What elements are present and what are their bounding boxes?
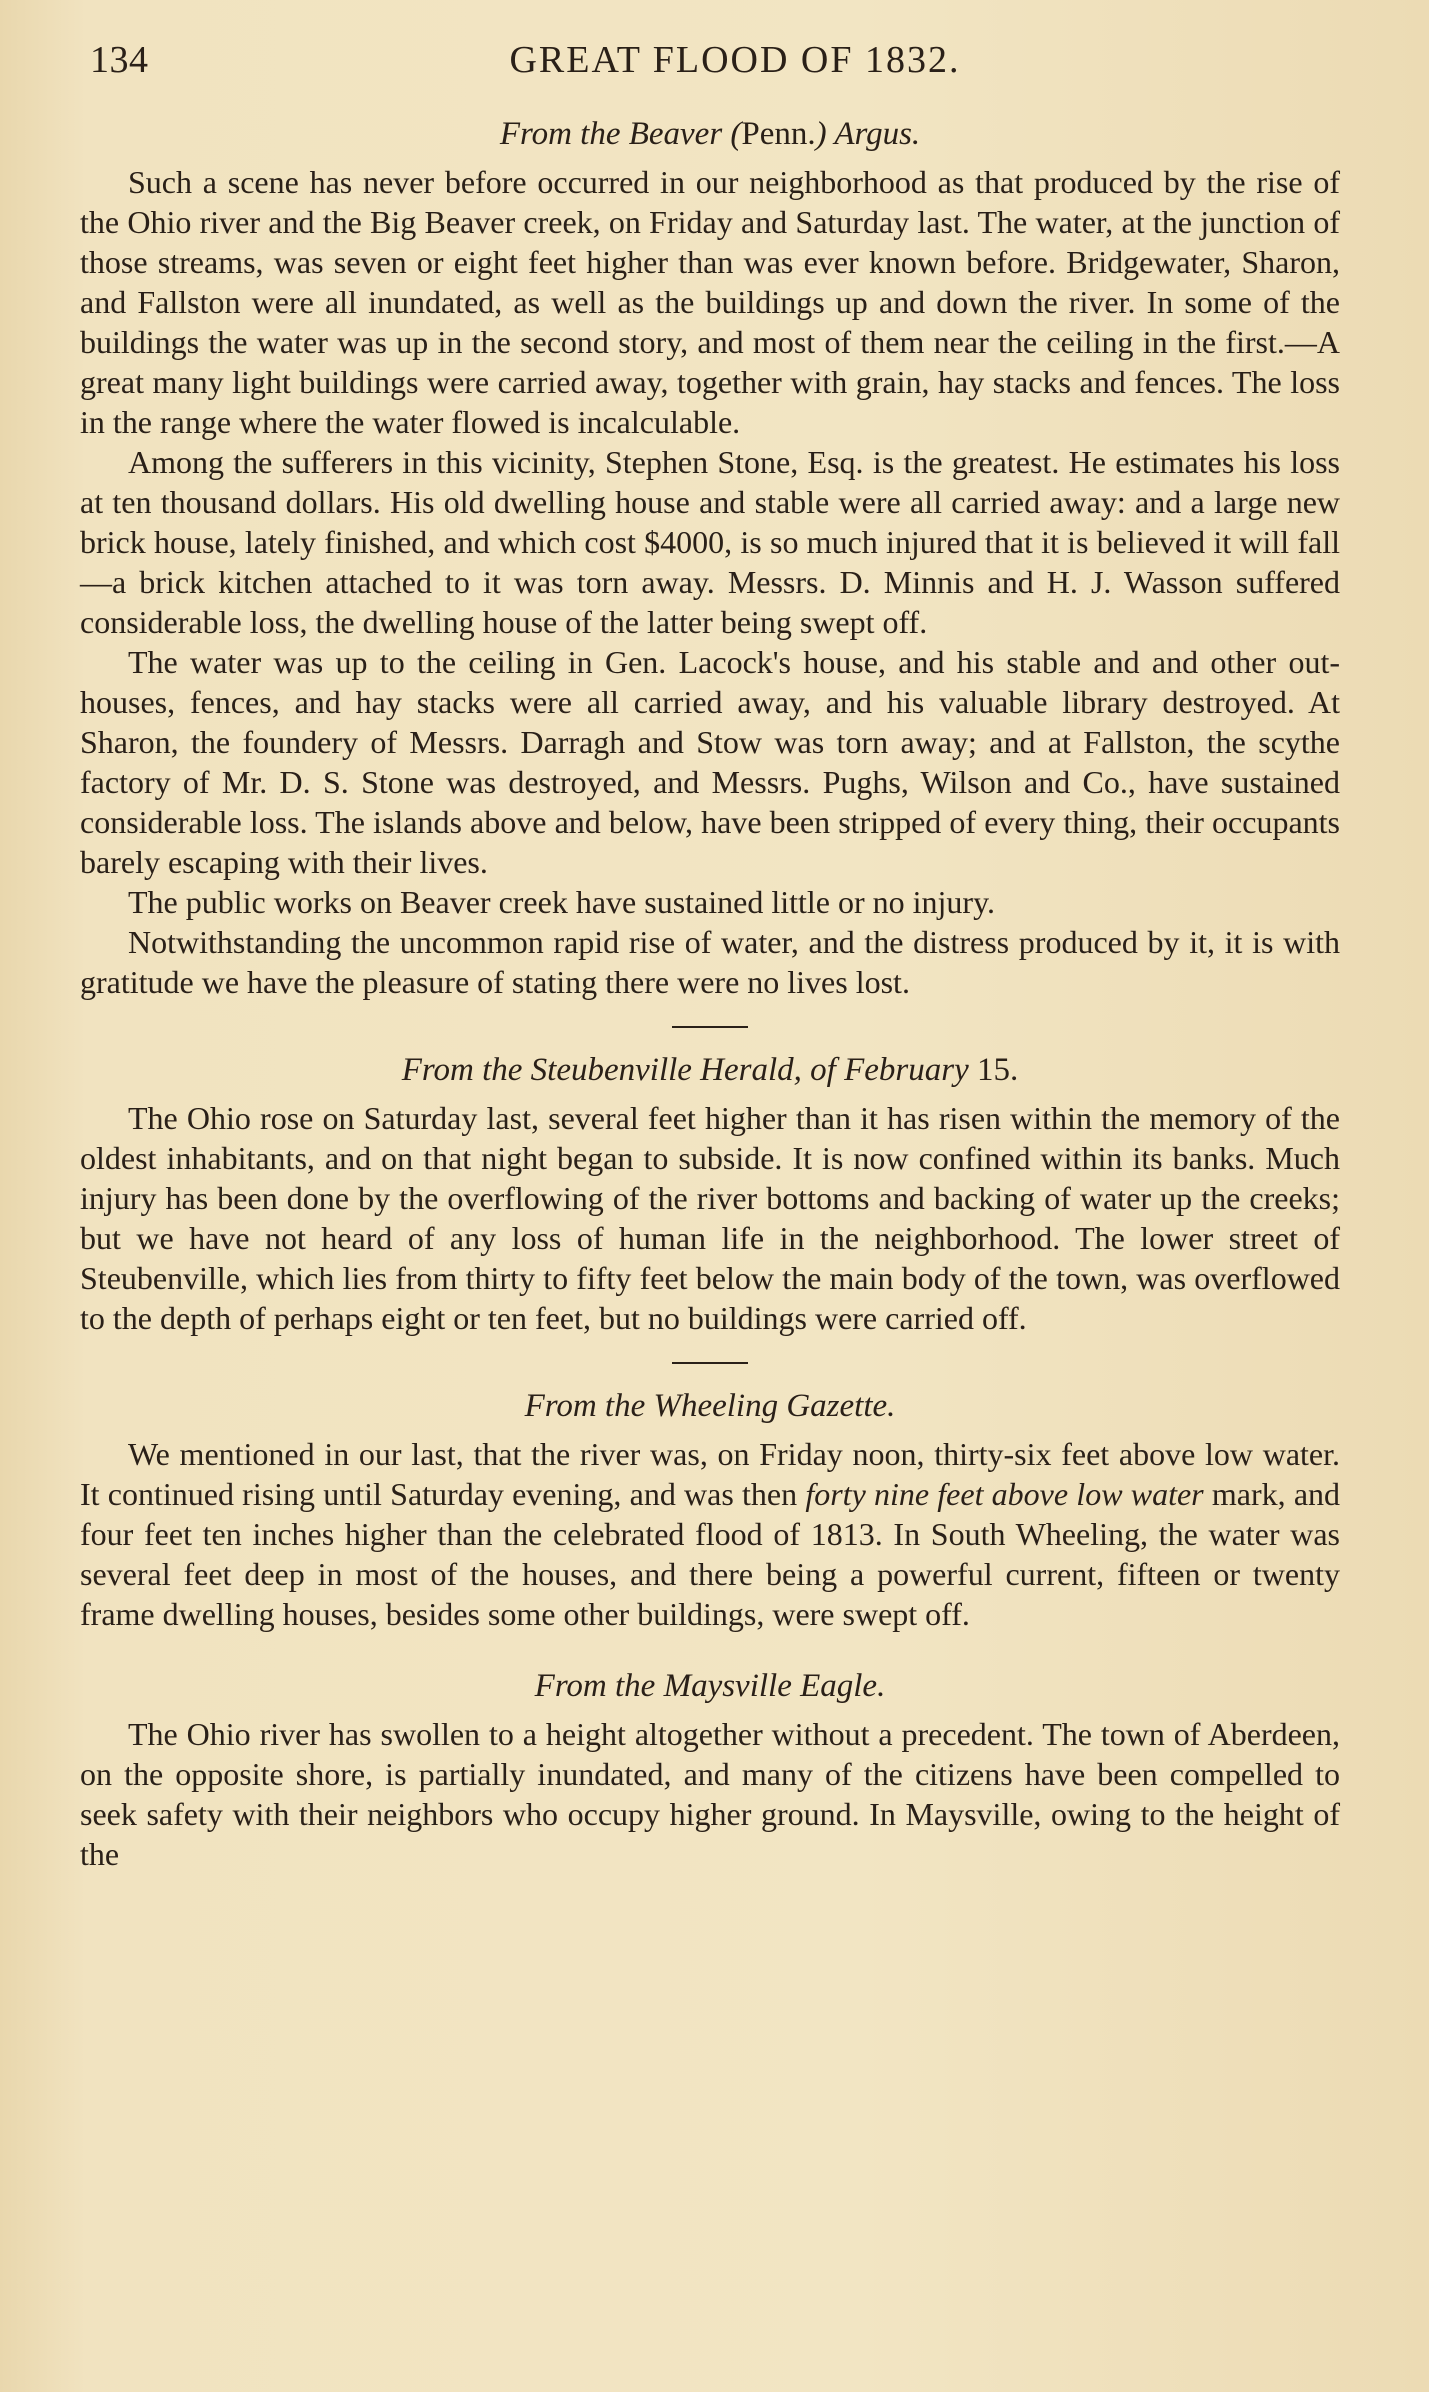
article-maysville-eagle bbox=[80, 1664, 1340, 1874]
section-heading bbox=[80, 1048, 1340, 1092]
paragraph-text: We mentioned in our last, that the river was, on Friday noon, thirty-six feet above low water. It continued rising until Saturday evening, and was then bbox=[80, 1436, 1340, 1512]
running-head bbox=[90, 38, 1340, 98]
article-beaver-argus bbox=[80, 112, 1340, 1002]
section-divider bbox=[672, 1362, 748, 1364]
paragraph: The Ohio river has swollen to a height altogether without a precedent. The town of Aberdeen, on the opposite shore, is partially inundated, and many of the citizens have been compelled to seek safety with their neighbors who occupy higher ground. In Maysville, owing to the height of the bbox=[80, 1716, 1340, 1872]
paragraph: Notwithstanding the uncommon rapid rise of water, and the distress produced by it, it is with gratitude we have the pleasure of stating there were no lives lost. bbox=[80, 924, 1340, 1000]
section-divider bbox=[672, 1026, 748, 1028]
paragraph-text-end: mark, and four feet ten inches higher than the celebrated flood of 1813. In South Wheeling, the water was several feet deep in most of the houses, and there being a powerful current, fifteen or twenty frame dwelling houses, besides some other buildings, were swept off. bbox=[80, 1476, 1341, 1632]
paragraph: Such a scene has never before occurred in our neighborhood as that produced by the rise of the Ohio river and the Big Beaver creek, on Friday and Saturday last. The water, at the junction of those streams, was seven or eight feet higher than was ever known before. Bridgewater, Sharon, and Fallston were all inundated, as well as the buildings up and down the river. In some of the buildings the water was up in the second story, and most of them near the ceiling in the first.—A great many light buildings were carried away, together with grain, hay stacks and fences. The loss in the range where the water flowed is incalculable. bbox=[80, 164, 1340, 440]
heading-text-end: ) Argus. bbox=[815, 116, 921, 152]
article-wheeling-gazette bbox=[80, 1384, 1340, 1634]
paragraph: Among the sufferers in this vicinity, Stephen Stone, Esq. is the greatest. He estimates his loss at ten thousand dollars. His old dwelling house and stable were all carried away: and a large new brick house, lately finished, and which cost $4000, is so much injured that it is believed it will fall—a brick kitchen attached to it was torn away. Messrs. D. Minnis and H. J. Wasson suffered considerable loss, the dwelling house of the latter being swept off. bbox=[80, 444, 1340, 640]
section-heading bbox=[80, 112, 1340, 156]
page-number: 134 bbox=[90, 39, 149, 81]
paragraph: The Ohio rose on Saturday last, several feet higher than it has risen within the memory of the oldest inhabitants, and on that night began to subside. It is now confined within its banks. Much injury has been done by the overflowing of the river bottoms and backing of water up the creeks; but we have not heard of any loss of human life in the neighborhood. The lower street of Steubenville, which lies from thirty to fifty feet below the main body of the town, was overflowed to the depth of perhaps eight or ten feet, but no buildings were carried off. bbox=[80, 1100, 1340, 1336]
heading-text: From the Steubenville Herald, of February bbox=[401, 1052, 977, 1088]
section-heading: From the Wheeling Gazette. bbox=[524, 1388, 896, 1424]
running-title: GREAT FLOOD OF 1832. bbox=[509, 39, 961, 81]
heading-text: From the Beaver ( bbox=[499, 116, 742, 152]
paragraph bbox=[80, 1434, 1340, 1634]
paragraph: The public works on Beaver creek have sustained little or no injury. bbox=[128, 884, 995, 920]
page-content bbox=[80, 112, 1340, 1874]
heading-roman-text: Penn. bbox=[741, 116, 816, 152]
article-steubenville-herald bbox=[80, 1048, 1340, 1338]
heading-roman-text: 15. bbox=[976, 1052, 1019, 1088]
section-heading: From the Maysville Eagle. bbox=[534, 1668, 886, 1704]
emphasized-text: forty nine feet above low water bbox=[805, 1476, 1204, 1512]
paragraph: The water was up to the ceiling in Gen. Lacock's house, and his stable and and other out-houses, fences, and hay stacks were all carried away, and his valuable library destroyed. At Sharon, the foundery of Messrs. Darragh and Stow was torn away; and at Fallston, the scythe factory of Mr. D. S. Stone was destroyed, and Messrs. Pughs, Wilson and Co., have sustained considerable loss. The islands above and below, have been stripped of every thing, their occupants barely escaping with their lives. bbox=[80, 644, 1340, 880]
